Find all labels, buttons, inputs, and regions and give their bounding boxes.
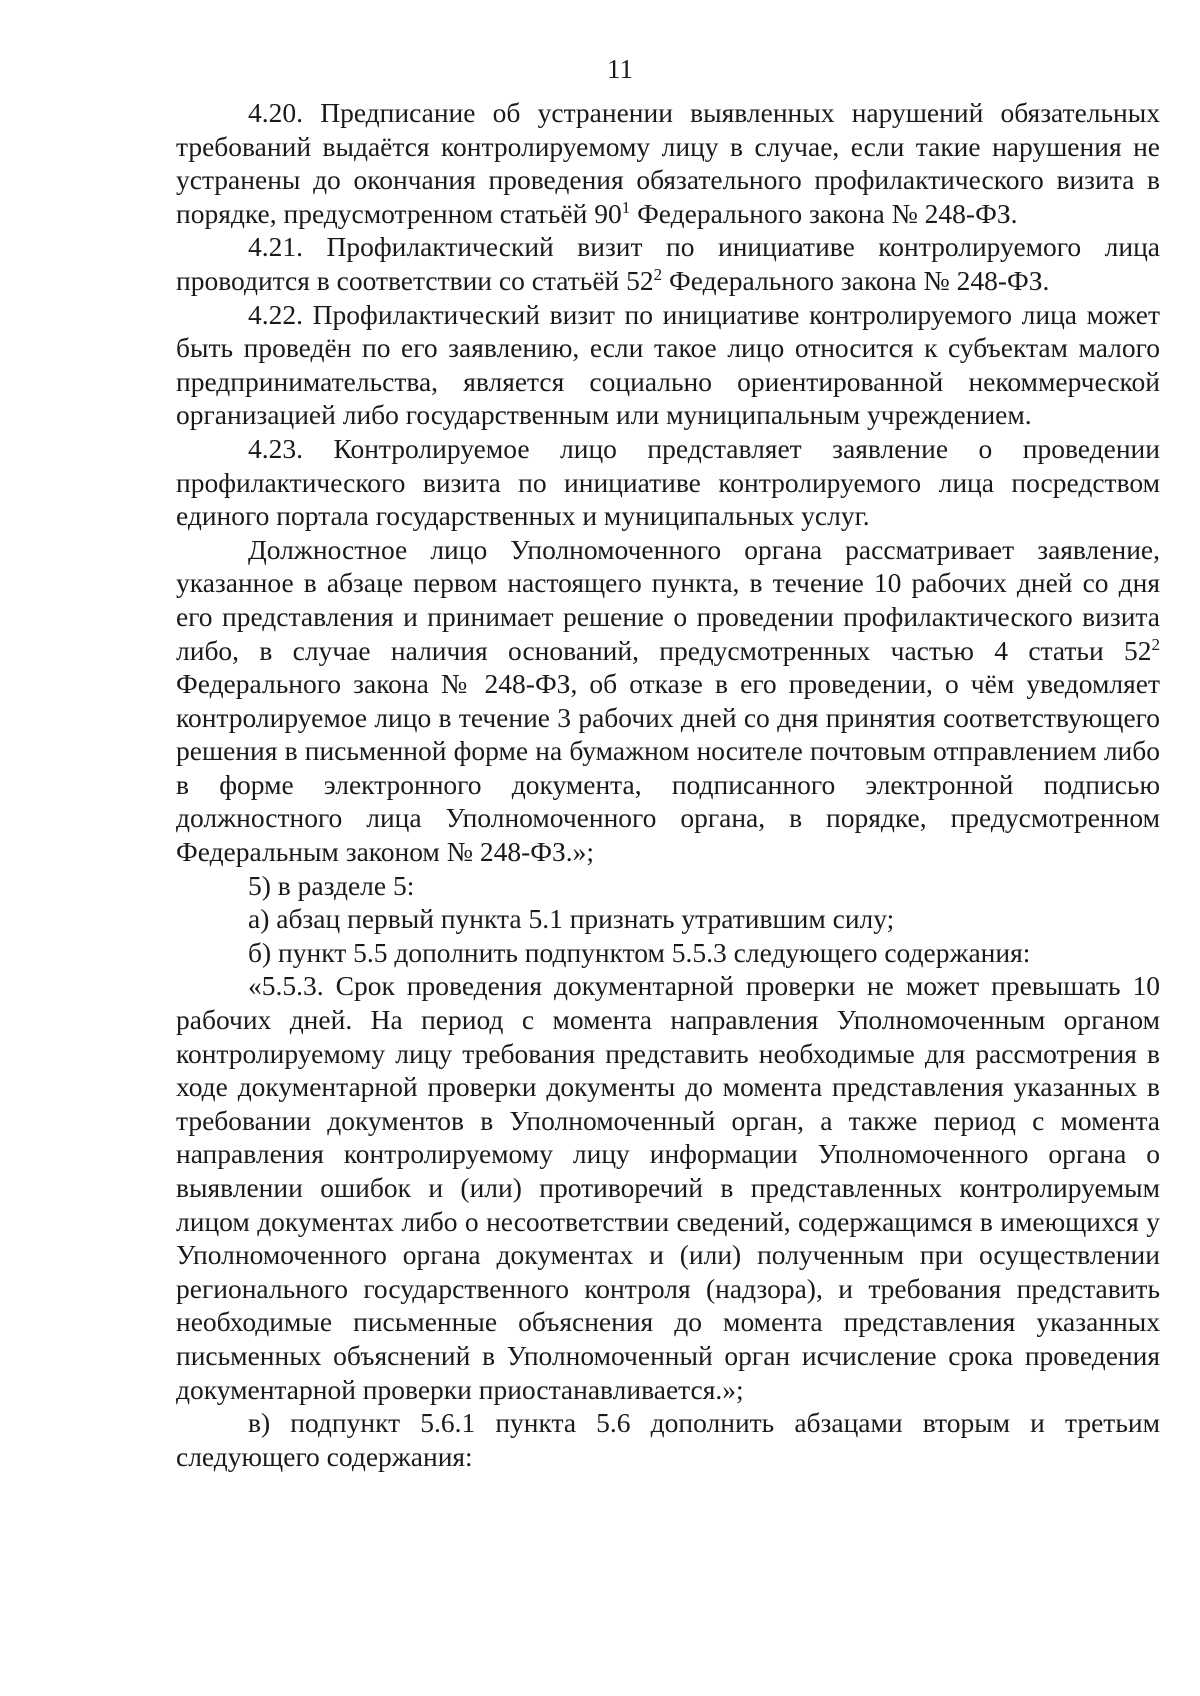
paragraph-4-21 xyxy=(176,230,1160,297)
paragraph-5a xyxy=(176,902,1160,936)
paragraph-5v xyxy=(176,1406,1160,1473)
paragraph-4-20 xyxy=(176,96,1160,230)
superscript-index: 2 xyxy=(653,264,663,284)
paragraph-text: 4.23. Контролируемое лицо представляет заявление о проведении профилактического визита по инициативе контролируемого лица посредством единого портала государственных и муниципальных услуг. xyxy=(176,432,1160,532)
paragraph-5 xyxy=(176,869,1160,903)
paragraph-text: 4.21. Профилактический визит по инициативе контролируемого лица проводится в соответствии со статьёй 52 xyxy=(176,231,1160,296)
paragraph-4-22 xyxy=(176,298,1160,432)
paragraph-text: Федерального закона № 248-ФЗ. xyxy=(662,264,1050,296)
paragraph-text: 4.20. Предписание об устранении выявленных нарушений обязательных требований выдаётся контролируемому лицу в случае, если такие нарушения не устранены до окончания проведения обязательного профилактического визита в порядке, предусмотренном статьёй 90 xyxy=(176,97,1160,229)
paragraph-text: б) пункт 5.5 дополнить подпунктом 5.5.3 следующего содержания: xyxy=(248,936,1031,968)
superscript-index: 2 xyxy=(1151,634,1160,654)
paragraph-official xyxy=(176,533,1160,869)
paragraph-text: в) подпункт 5.6.1 пункта 5.6 дополнить абзацами вторым и третьим следующего содержания: xyxy=(176,1407,1160,1472)
paragraph-5b xyxy=(176,936,1160,970)
paragraph-5-5-3 xyxy=(176,969,1160,1406)
paragraph-text: 4.22. Профилактический визит по инициативе контролируемого лица может быть проведён по его заявлению, если такое лицо относится к субъектам малого предпринимательства, является социально ориентированной некоммерческой организацией либо государственным или муниципальным учреждением. xyxy=(176,298,1160,431)
paragraph-text: Федерального закона № 248-ФЗ, об отказе в его проведении, о чём уведомляет контролируемое лицо в течение 3 рабочих дней со дня принятия соответствующего решения в письменной форме на бумажном носителе почтовым отправлением либо в форме электронного документа, подписанного электронной подписью должностного лица Уполномоченного органа, в порядке, предусмотренном Федеральным законом № 248-ФЗ.»; xyxy=(176,668,1160,868)
paragraph-text: 5) в разделе 5: xyxy=(248,869,415,901)
superscript-index: 1 xyxy=(621,197,631,217)
paragraph-text: Должностное лицо Уполномоченного органа рассматривает заявление, указанное в абзаце первом настоящего пункта, в течение 10 рабочих дней со дня его представления и принимает решение о проведении профилактического визита либо, в случае наличия оснований, предусмотренных частью 4 статьи 52 xyxy=(176,533,1160,666)
paragraph-text: «5.5.3. Срок проведения документарной проверки не может превышать 10 рабочих дней. На период с момента направления Уполномоченным органом контролируемому лицу требования представить необходимые для рассмотрения в ходе документарной проверки документы до момента представления указанных в требовании документов в Уполномоченный орган, а также период с момента направления контролируемому лицу информации Уполномоченного органа о выявлении ошибок и (или) противоречий в представленных контролируемым лицом документах либо о несоответствии сведений, содержащимся в имеющихся у Уполномоченного органа документах и (или) полученным при осуществлении регионального государственного контроля (надзора), и требования представить необходимые письменные объяснения до момента представления указанных письменных объяснений в Уполномоченный орган исчисление срока проведения документарной проверки приостанавливается.»; xyxy=(176,970,1160,1405)
paragraph-text: а) абзац первый пункта 5.1 признать утратившим силу; xyxy=(248,903,895,935)
paragraph-text: Федерального закона № 248-ФЗ. xyxy=(630,197,1018,229)
document-body xyxy=(176,96,1160,1473)
page-number: 11 xyxy=(607,54,633,84)
paragraph-4-23 xyxy=(176,432,1160,533)
